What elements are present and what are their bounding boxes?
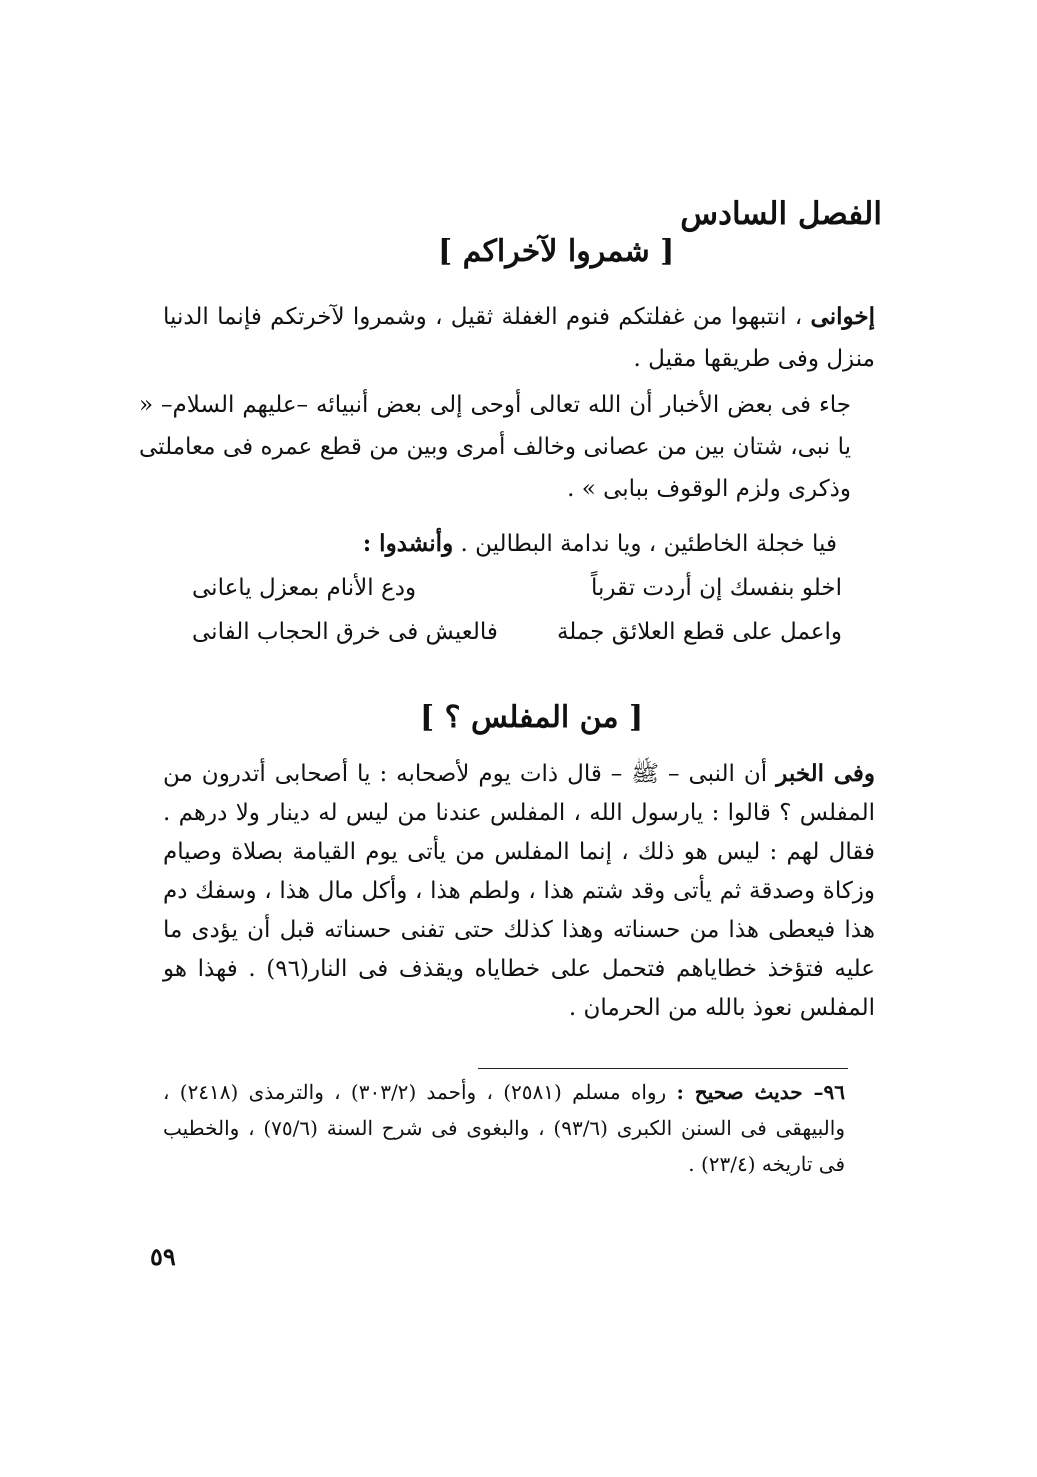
narration-lead: وأنشدوا : [362, 530, 454, 557]
poem-hemistich-first: واعمل على قطع العلائق جملة [556, 619, 842, 645]
hadith-paragraph [163, 754, 875, 1028]
report-paragraph: جاء فى بعض الأخبار أن الله تعالى أوحى إلى بعض أنبيائه –عليهم السلام– « يا نبى، شتان بين من عصانى وخالف أمرى وبين من قطع عمره فى معاملتى وذكرى ولزم الوقوف ببابى » . [139, 392, 851, 502]
section-heading-prepare: [ شمروا لآخراكم ] [438, 234, 675, 269]
intro-text: ، انتبهوا من غفلتكم فنوم الغفلة ثقيل ، وشمروا لآخرتكم فإنما الدنيا منزل وفى طريقها مقيل . [163, 304, 875, 372]
footnote-divider [478, 1068, 848, 1069]
page-number: ٥٩ [150, 1242, 176, 1271]
intro-paragraph [163, 296, 875, 380]
poem-hemistich-first: اخلو بنفسك إن أردت تقرباً [590, 575, 842, 601]
poem-verse [192, 610, 842, 654]
narration-line [363, 530, 837, 557]
poem [192, 566, 842, 654]
hadith-text: أن النبى – ﷺ – قال ذات يوم لأصحابه : يا أصحابى أتدرون من المفلس ؟ قالوا : يارسول الله ، المفلس عندنا من ليس له دينار ولا درهم . فقال لهم : ليس هو ذلك ، إنما المفلس من يأتى يوم القيامة بصلاة وصيام وزكاة وصدقة ثم يأتى وقد شتم هذا ، ولطم هذا ، وأكل مال هذا ، وسفك دم هذا فيعطى هذا من حسناته وهذا كذلك حتى تفنى حسناته قبل أن يؤدى ما عليه فتؤخذ خطاياهم فتحمل على خطاياه ويقذف فى النار(٩٦) . فهذا هو المفلس نعوذ بالله من الحرمان . [163, 761, 875, 1021]
chapter-title: الفصل السادس [680, 196, 882, 232]
footnote-text: رواه مسلم (٢٥٨١) ، وأحمد (٣٠٣/٢) ، والترمذى (٢٤١٨) ، والبيهقى فى السنن الكبرى (٩٣/٦) ، والبغوى فى شرح السنة (٧٥/٦) ، والخطيب فى تاريخه (٢٣/٤) . [163, 1080, 845, 1176]
intro-lead: إخوانى [810, 303, 875, 330]
poem-hemistich-second: ودع الأنام بمعزل ياعانى [192, 575, 417, 601]
poem-hemistich-second: فالعيش فى خرق الحجاب الفانى [192, 619, 498, 645]
poem-verse [192, 566, 842, 610]
narration-text: فيا خجلة الخاطئين ، ويا ندامة البطالين . [460, 531, 837, 557]
footnote [163, 1074, 845, 1182]
section-heading-bankrupt: [ من المفلس ؟ ] [420, 700, 644, 735]
hadith-lead: وفى الخبر [776, 760, 876, 787]
footnote-lead: ٩٦– حديث صحيح : [676, 1080, 845, 1104]
